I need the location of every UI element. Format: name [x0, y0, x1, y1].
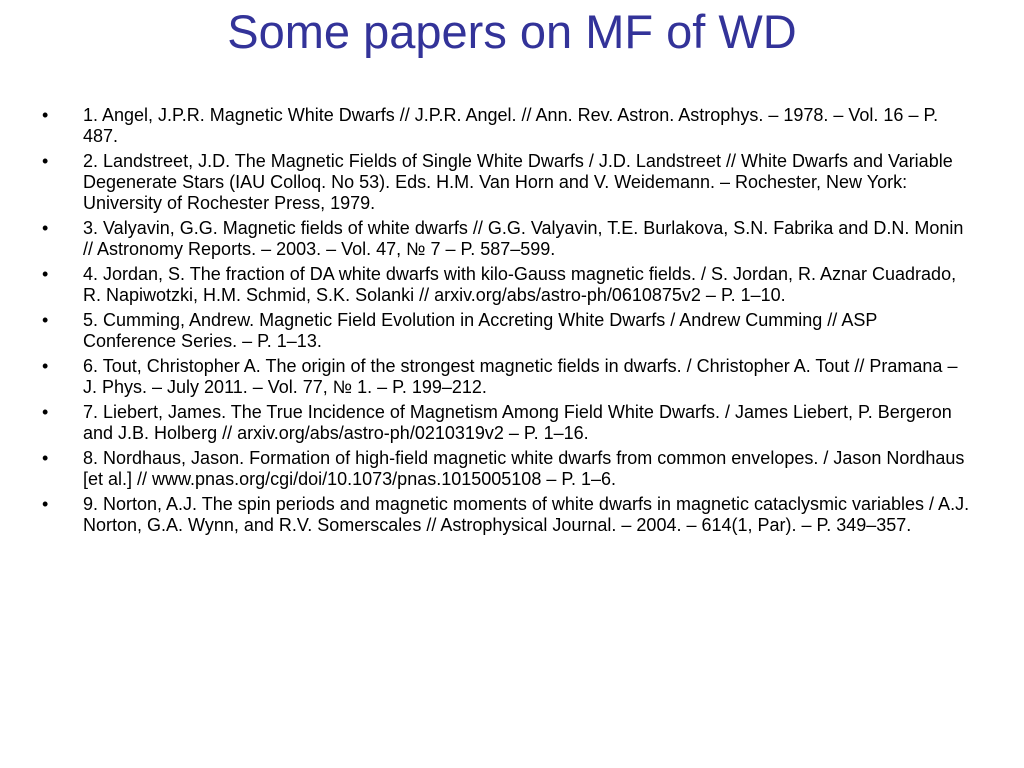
reference-item: [42, 151, 972, 214]
reference-text: 5. Cumming, Andrew. Magnetic Field Evolution in Accreting White Dwarfs / Andrew Cumming // ASP Conference Series. – P. 1–13.: [83, 310, 878, 351]
bullet-icon: •: [42, 448, 49, 468]
bullet-icon: •: [42, 264, 49, 284]
bullet-icon: •: [42, 402, 49, 422]
reference-text: 9. Norton, A.J. The spin periods and magnetic moments of white dwarfs in magnetic cataclysmic variables / A.J. Norton, G.A. Wynn, and R.V. Somerscales // Astrophysical Journal. – 2004. – 614(1, Par). – P. 349–357.: [83, 494, 970, 535]
reference-text: 7. Liebert, James. The True Incidence of Magnetism Among Field White Dwarfs. / James Liebert, P. Bergeron and J.B. Holberg // arxiv.org/abs/astro-ph/0210319v2 – P. 1–16.: [83, 402, 952, 443]
reference-text: 4. Jordan, S. The fraction of DA white dwarfs with kilo-Gauss magnetic fields. / S. Jordan, R. Aznar Cuadrado, R. Napiwotzki, H.M. Schmid, S.K. Solanki // arxiv.org/abs/astro-ph/0610875v2 – P. 1–10.: [83, 264, 957, 305]
bullet-icon: •: [42, 494, 49, 514]
bullet-icon: •: [42, 310, 49, 330]
reference-item: [42, 356, 972, 398]
reference-item: [42, 402, 972, 444]
reference-list: [42, 105, 972, 540]
bullet-icon: •: [42, 218, 49, 238]
slide-title: Some papers on MF of WD: [227, 5, 797, 58]
reference-item: [42, 218, 972, 260]
reference-text: 3. Valyavin, G.G. Magnetic fields of white dwarfs // G.G. Valyavin, T.E. Burlakova, S.N. Fabrika and D.N. Monin // Astronomy Reports. – 2003. – Vol. 47, № 7 – P. 587–599.: [83, 218, 964, 259]
reference-item: [42, 264, 972, 306]
reference-item: [42, 494, 972, 536]
bullet-icon: •: [42, 105, 49, 125]
reference-item: [42, 105, 972, 147]
reference-text: 6. Tout, Christopher A. The origin of the strongest magnetic fields in dwarfs. / Christopher A. Tout // Pramana – J. Phys. – July 2011. – Vol. 77, № 1. – P. 199–212.: [83, 356, 958, 397]
reference-text: 1. Angel, J.P.R. Magnetic White Dwarfs // J.P.R. Angel. // Ann. Rev. Astron. Astrophys. – 1978. – Vol. 16 – P. 487.: [83, 105, 939, 146]
reference-text: 8. Nordhaus, Jason. Formation of high-field magnetic white dwarfs from common envelopes. / Jason Nordhaus [et al.] // www.pnas.org/cgi/doi/10.1073/pnas.1015005108 – P. 1–6.: [83, 448, 965, 489]
bullet-icon: •: [42, 151, 49, 171]
reference-text: 2. Landstreet, J.D. The Magnetic Fields of Single White Dwarfs / J.D. Landstreet // White Dwarfs and Variable Degenerate Stars (IAU Colloq. No 53). Eds. H.M. Van Horn and V. Weidemann. – Rochester, New York: University of Rochester Press, 1979.: [83, 151, 953, 213]
reference-item: [42, 448, 972, 490]
bullet-icon: •: [42, 356, 49, 376]
reference-item: [42, 310, 972, 352]
